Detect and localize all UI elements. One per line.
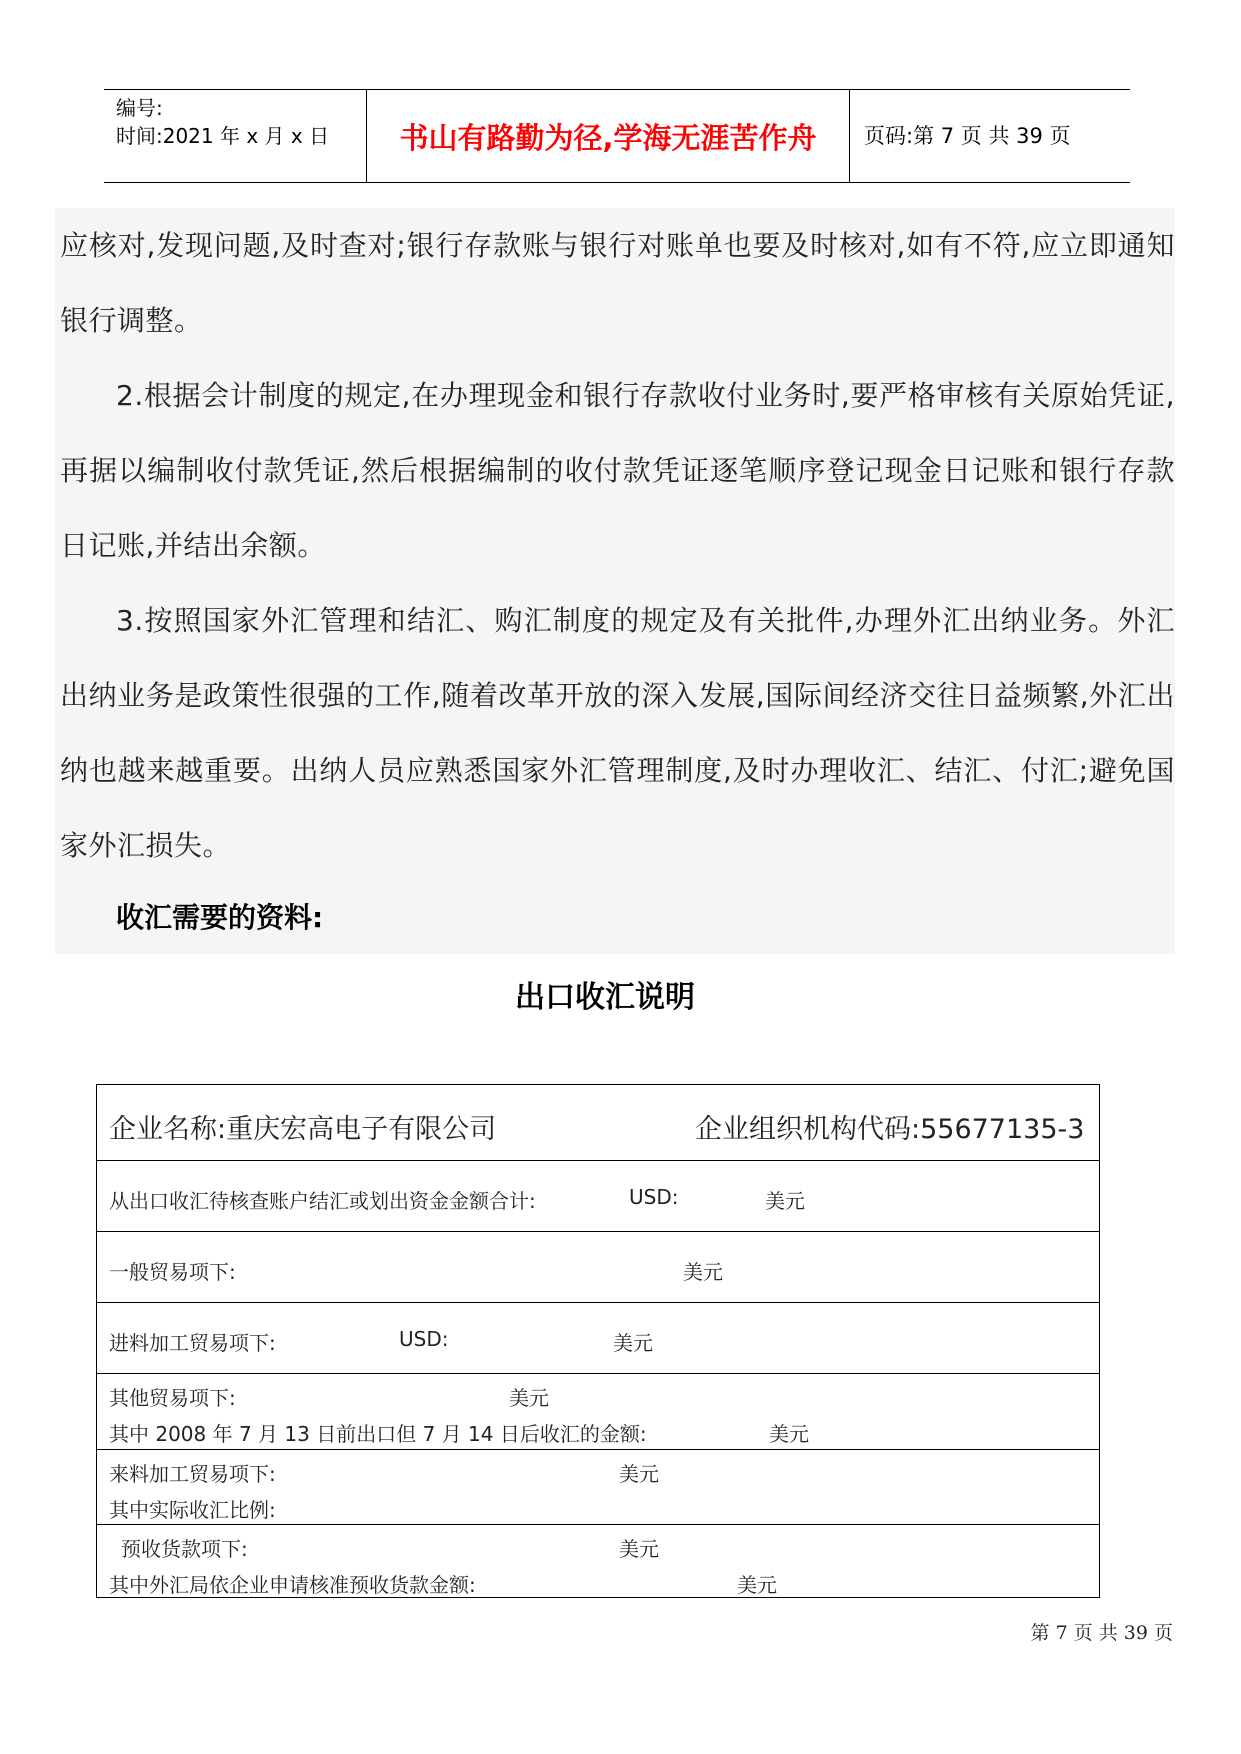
page-footer: 第 7 页 共 39 页 (1030, 1622, 1173, 1644)
processing-supplied-label: 来料加工贸易项下: (109, 1462, 276, 1486)
total-label: 从出口收汇待核查账户结汇或划出资金金额合计: (109, 1189, 536, 1213)
paragraph-2: 2.根据会计制度的规定,在办理现金和银行存款收付业务时,要严格审核有关原始凭证,再据以编制收付款凭证,然后根据编制的收付款凭证逐笔顺序登记现金日记账和银行存款日记账,并结出余额。 (60, 379, 1175, 562)
header-motto: 书山有路勤为径,学海无涯苦作舟 (399, 120, 817, 155)
processing-import-currency: USD: (399, 1327, 449, 1351)
header-meta (116, 94, 329, 150)
paragraph-1: 应核对,发现问题,及时查对;银行存款账与银行对账单也要及时核对,如有不符,应立即通知银行调整。 (60, 229, 1175, 337)
export-receipt-form (96, 1084, 1100, 1598)
document-number-label: 编号: (116, 96, 163, 120)
general-trade-label: 一般贸易项下: (109, 1260, 236, 1284)
advance-payment-label: 预收货款项下: (121, 1537, 248, 1561)
total-unit: 美元 (765, 1189, 805, 1213)
form-row-advance-payment (97, 1525, 1099, 1599)
general-trade-unit: 美元 (683, 1260, 723, 1284)
processing-import-label: 进料加工贸易项下: (109, 1331, 276, 1355)
form-row-general-trade (97, 1232, 1099, 1303)
page-header (104, 89, 1130, 183)
form-row-processing-import (97, 1303, 1099, 1374)
section-subheading: 收汇需要的资料: (116, 901, 324, 934)
advance-payment-sub-label: 其中外汇局依企业申请核准预收货款金额: (109, 1573, 476, 1597)
form-title: 出口收汇说明 (515, 980, 695, 1015)
other-trade-sub-label: 其中 2008 年 7 月 13 日前出口但 7 月 14 日后收汇的金额: (109, 1422, 647, 1446)
other-trade-unit: 美元 (509, 1386, 549, 1410)
processing-supplied-sub-label: 其中实际收汇比例: (109, 1498, 276, 1522)
other-trade-sub-unit: 美元 (769, 1422, 809, 1446)
processing-import-unit: 美元 (613, 1331, 653, 1355)
processing-supplied-unit: 美元 (619, 1462, 659, 1486)
form-row-company (97, 1085, 1099, 1161)
advance-payment-unit: 美元 (619, 1537, 659, 1561)
org-code: 企业组织机构代码:55677135-3 (695, 1114, 1085, 1145)
paragraph-3: 3.按照国家外汇管理和结汇、购汇制度的规定及有关批件,办理外汇出纳业务。外汇出纳业务是政策性很强的工作,随着改革开放的深入发展,国际间经济交往日益频繁,外汇出纳也越来越重要。出纳人员应熟悉国家外汇管理制度,及时办理收汇、结汇、付汇;避免国家外汇损失。 (60, 604, 1175, 862)
form-row-processing-supplied (97, 1450, 1099, 1525)
other-trade-label: 其他贸易项下: (109, 1386, 236, 1410)
form-row-total (97, 1161, 1099, 1232)
header-page-info: 页码:第 7 页 共 39 页 (864, 124, 1071, 148)
total-currency: USD: (629, 1185, 679, 1209)
company-name: 企业名称:重庆宏高电子有限公司 (109, 1114, 497, 1145)
advance-payment-sub-unit: 美元 (737, 1573, 777, 1597)
document-time-label: 时间:2021 年 x 月 x 日 (116, 124, 330, 148)
form-row-other-trade (97, 1374, 1099, 1450)
header-divider (849, 90, 850, 182)
